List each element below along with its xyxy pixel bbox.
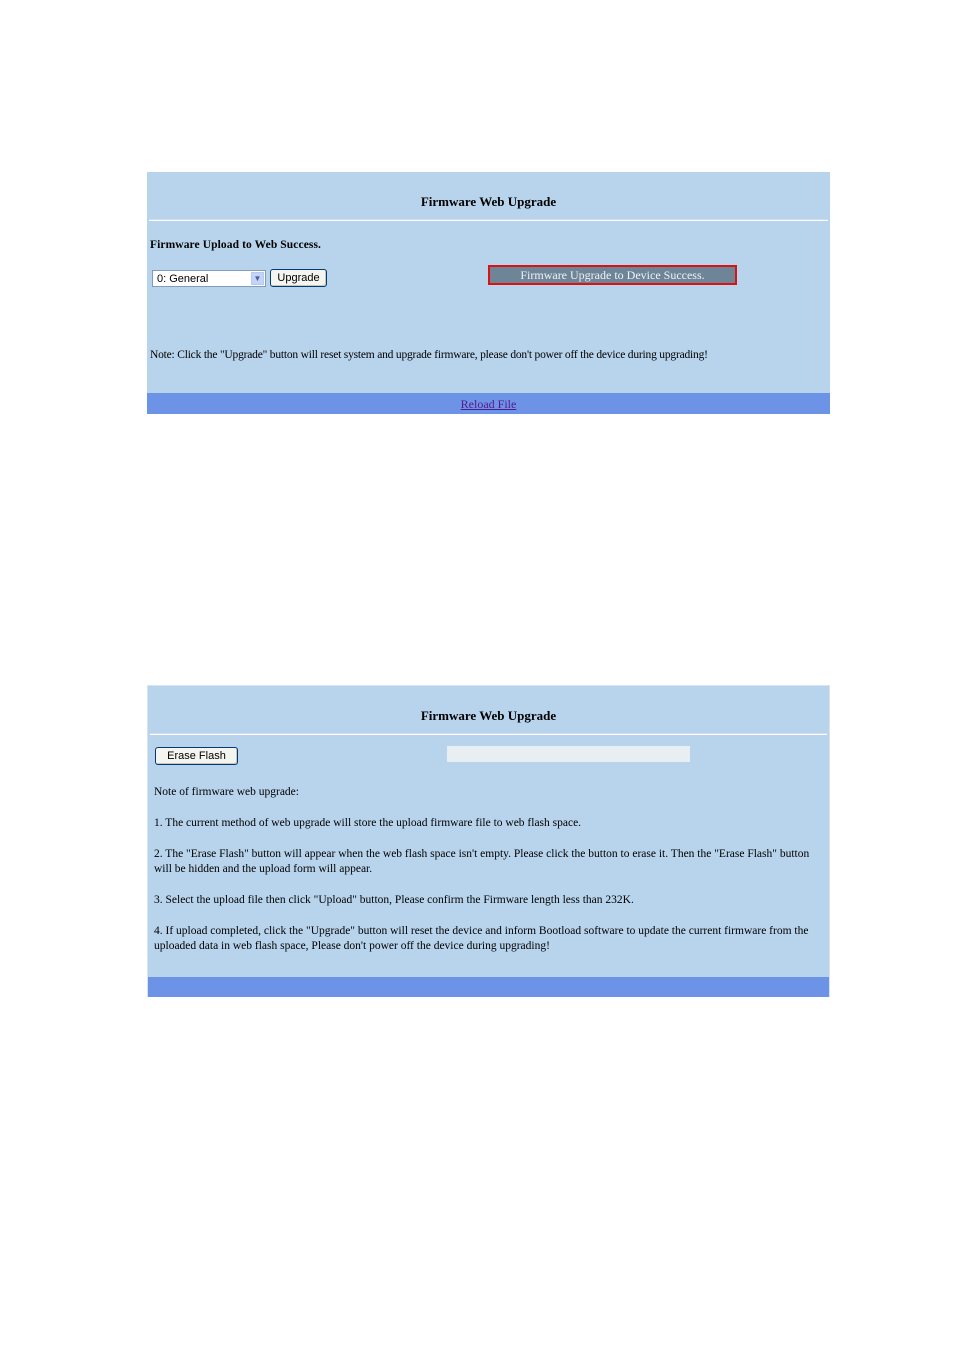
upgrade-note: Note: Click the "Upgrade" button will reset system and upgrade firmware, please don't power off the device during upgrading! [150, 349, 708, 361]
title-divider [150, 733, 827, 735]
upload-status-text: Firmware Upload to Web Success. [150, 239, 322, 251]
upload-progress-bar [447, 746, 690, 762]
select-value: 0: General [157, 273, 209, 285]
firmware-upgrade-panel-success [147, 172, 830, 414]
firmware-upgrade-panel-erase [147, 685, 830, 997]
footer-bar [147, 393, 830, 414]
note-item-4: 4. If upload completed, click the "Upgrade" button will reset the device and inform Bootload software to update the current firmware from the uploaded data in web flash space, Please don't power off the device during upgrading! [154, 925, 809, 952]
note-item-2: 2. The "Erase Flash" button will appear when the web flash space isn't empty. Please click the button to erase it. Then the "Erase Flash" button will be hidden and the upload form will appear. [154, 848, 810, 875]
panel-title: Firmware Web Upgrade [420, 708, 557, 723]
chevron-down-icon[interactable]: ▼ [251, 272, 264, 285]
panel-title: Firmware Web Upgrade [420, 194, 557, 209]
reload-file-link[interactable]: Reload File [460, 397, 517, 411]
title-divider [149, 219, 828, 221]
note-title: Note of firmware web upgrade: [154, 786, 299, 798]
firmware-type-select[interactable] [152, 270, 266, 287]
device-upgrade-status-button[interactable]: Firmware Upgrade to Device Success. [488, 265, 737, 285]
erase-flash-button[interactable]: Erase Flash [155, 747, 238, 765]
note-item-3: 3. Select the upload file then click "Upload" button, Please confirm the Firmware length less than 232K. [154, 894, 634, 906]
footer-bar [148, 977, 829, 997]
note-item-1: 1. The current method of web upgrade will store the upload firmware file to web flash space. [154, 817, 582, 829]
upgrade-button[interactable]: Upgrade [270, 269, 327, 287]
